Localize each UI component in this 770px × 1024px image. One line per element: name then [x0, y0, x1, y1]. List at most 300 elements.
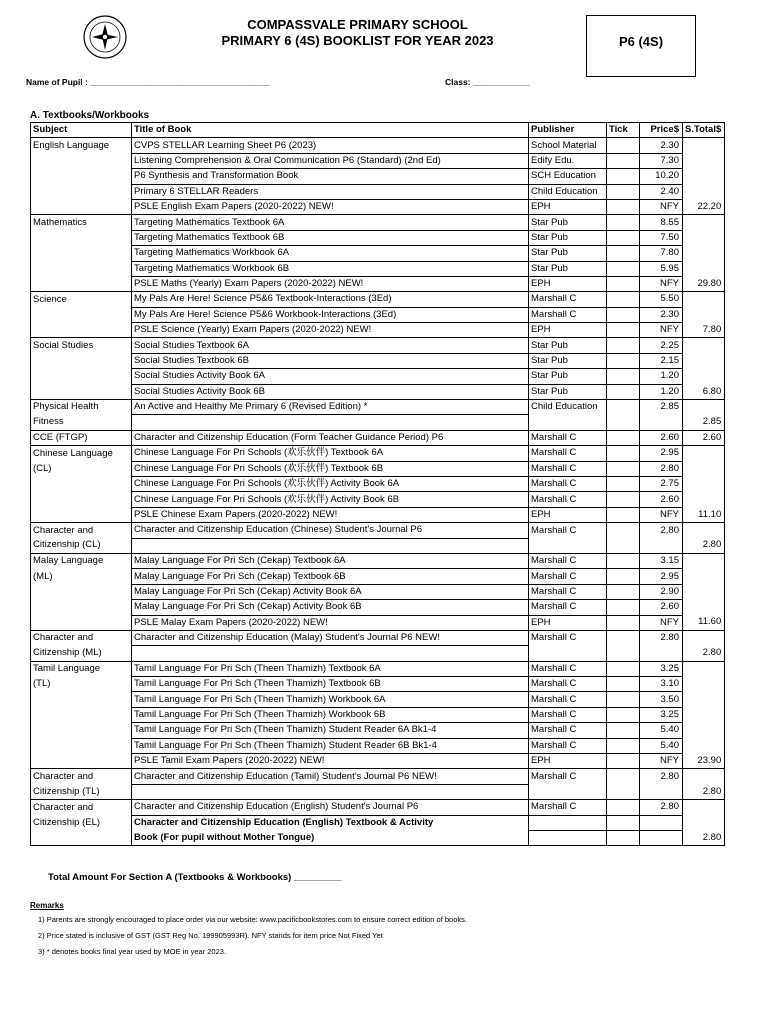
tick-cell[interactable]: [607, 661, 640, 676]
publisher-cell: Marshall C: [529, 769, 607, 784]
price-cell: 3.15: [640, 553, 683, 568]
subtotal-cell: 23.90: [683, 754, 725, 769]
subject-cell: [31, 615, 132, 630]
title-cell: Character and Citizenship Education (Form Teacher Guidance Period) P6: [132, 430, 529, 445]
price-cell: [640, 815, 683, 830]
subtotal-cell: [683, 476, 725, 491]
title-cell: Tamil Language For Pri Sch (Theen Thamizh) Textbook 6A: [132, 661, 529, 676]
booklist-title: PRIMARY 6 (4S) BOOKLIST FOR YEAR 2023: [221, 33, 494, 48]
subtotal-cell: [683, 153, 725, 168]
publisher-cell: [529, 784, 607, 799]
subject-cell: Citizenship (CL): [31, 538, 132, 553]
title-cell: [132, 784, 529, 799]
title-cell: Targeting Mathematics Textbook 6B: [132, 230, 529, 245]
pupil-name-field[interactable]: Name of Pupil : ______________________________________: [26, 77, 270, 87]
table-row: [31, 615, 725, 630]
subject-cell: Character and: [31, 769, 132, 784]
price-cell: 7.80: [640, 246, 683, 261]
table-row: [31, 769, 725, 784]
subject-cell: Tamil Language: [31, 661, 132, 676]
table-row: [31, 307, 725, 322]
booklist-table: [30, 122, 725, 846]
subject-cell: Malay Language: [31, 553, 132, 568]
publisher-cell: Edify Edu.: [529, 153, 607, 168]
publisher-cell: Marshall C: [529, 461, 607, 476]
title-cell: Tamil Language For Pri Sch (Theen Thamizh) Student Reader 6A Bk1-4: [132, 723, 529, 738]
table-row: [31, 169, 725, 184]
title-cell: [132, 538, 529, 553]
table-row: [31, 784, 725, 799]
tick-cell[interactable]: [607, 769, 640, 784]
school-crest-logo: [83, 15, 127, 59]
subject-cell: [31, 369, 132, 384]
title-cell: Malay Language For Pri Sch (Cekap) Activity Book 6B: [132, 600, 529, 615]
price-cell: 2.30: [640, 138, 683, 153]
price-cell: 2.60: [640, 492, 683, 507]
tick-cell[interactable]: [607, 353, 640, 368]
tick-cell[interactable]: [607, 507, 640, 522]
title-cell: PSLE Science (Yearly) Exam Papers (2020-2022) NEW!: [132, 323, 529, 338]
table-row: [31, 276, 725, 291]
subtotal-cell: 22.20: [683, 199, 725, 214]
table-row: [31, 754, 725, 769]
tick-cell[interactable]: [607, 707, 640, 722]
tick-cell[interactable]: [607, 754, 640, 769]
title-cell: My Pals Are Here! Science P5&6 Workbook-Interactions (3Ed): [132, 307, 529, 322]
subtotal-cell: 7.80: [683, 323, 725, 338]
tick-cell[interactable]: [607, 169, 640, 184]
table-row: [31, 199, 725, 214]
price-cell: 2.75: [640, 476, 683, 491]
table-row: [31, 353, 725, 368]
subtotal-cell: [683, 492, 725, 507]
publisher-cell: Marshall C: [529, 707, 607, 722]
table-row: [31, 184, 725, 199]
price-cell: 7.30: [640, 153, 683, 168]
subject-cell: [31, 276, 132, 291]
title-cell: Targeting Mathematics Textbook 6A: [132, 215, 529, 230]
subtotal-cell: [683, 738, 725, 753]
subject-cell: Character and: [31, 523, 132, 538]
subtotal-cell: [683, 769, 725, 784]
price-cell: 3.25: [640, 661, 683, 676]
subtotal-cell: 2.80: [683, 830, 725, 845]
publisher-cell: [529, 646, 607, 661]
title-cell: Character and Citizenship Education (English) Student's Journal P6: [132, 800, 529, 815]
price-cell: 5.95: [640, 261, 683, 276]
table-row: [31, 323, 725, 338]
title-cell: Malay Language For Pri Sch (Cekap) Textbook 6A: [132, 553, 529, 568]
tick-cell[interactable]: [607, 553, 640, 568]
subject-cell: [31, 600, 132, 615]
table-row: [31, 707, 725, 722]
price-cell: 2.30: [640, 307, 683, 322]
price-cell: NFY: [640, 507, 683, 522]
price-cell: 1.20: [640, 369, 683, 384]
remarks-heading: Remarks: [30, 901, 64, 910]
subtotal-cell: 2.85: [683, 415, 725, 430]
publisher-cell: Marshall C: [529, 492, 607, 507]
price-cell: NFY: [640, 754, 683, 769]
publisher-cell: SCH Education: [529, 169, 607, 184]
title-cell: PSLE Tamil Exam Papers (2020-2022) NEW!: [132, 754, 529, 769]
table-row: [31, 646, 725, 661]
title-cell: Chinese Language For Pri Schools (欢乐伙伴) Textbook 6B: [132, 461, 529, 476]
price-cell: [640, 830, 683, 845]
subject-cell: CCE (FTGP): [31, 430, 132, 445]
table-row: [31, 476, 725, 491]
subject-cell: Physical Health: [31, 400, 132, 415]
publisher-cell: Marshall C: [529, 569, 607, 584]
column-header: Publisher: [529, 123, 607, 138]
subject-cell: Mathematics: [31, 215, 132, 230]
tick-cell[interactable]: [607, 261, 640, 276]
table-row: [31, 569, 725, 584]
subtotal-cell: [683, 246, 725, 261]
tick-cell[interactable]: [607, 215, 640, 230]
price-cell: 10.20: [640, 169, 683, 184]
title-cell: PSLE Maths (Yearly) Exam Papers (2020-2022) NEW!: [132, 276, 529, 291]
tick-cell[interactable]: [607, 569, 640, 584]
table-row: [31, 230, 725, 245]
publisher-cell: Marshall C: [529, 584, 607, 599]
tick-cell[interactable]: [607, 600, 640, 615]
subject-cell: [31, 492, 132, 507]
publisher-cell: Star Pub: [529, 246, 607, 261]
price-cell: NFY: [640, 615, 683, 630]
class-code-box: P6 (4S): [586, 15, 696, 77]
title-cell: PSLE Chinese Exam Papers (2020-2022) NEW!: [132, 507, 529, 522]
subject-cell: [31, 476, 132, 491]
publisher-cell: Marshall C: [529, 307, 607, 322]
title-cell: Character and Citizenship Education (English) Textbook & Activity: [132, 815, 529, 830]
publisher-cell: Marshall C: [529, 553, 607, 568]
tick-cell[interactable]: [607, 677, 640, 692]
price-cell: 2.80: [640, 630, 683, 645]
publisher-cell: Marshall C: [529, 738, 607, 753]
subject-cell: [31, 307, 132, 322]
price-cell: 5.40: [640, 723, 683, 738]
tick-cell[interactable]: [607, 492, 640, 507]
title-cell: Tamil Language For Pri Sch (Theen Thamizh) Textbook 6B: [132, 677, 529, 692]
price-cell: 2.90: [640, 584, 683, 599]
subtotal-cell: [683, 630, 725, 645]
publisher-cell: Star Pub: [529, 230, 607, 245]
tick-cell[interactable]: [607, 523, 640, 538]
table-row: [31, 138, 725, 153]
table-row: [31, 692, 725, 707]
subtotal-cell: [683, 815, 725, 830]
table-row: [31, 584, 725, 599]
subtotal-cell: [683, 446, 725, 461]
tick-cell[interactable]: [607, 815, 640, 830]
tick-cell[interactable]: [607, 461, 640, 476]
price-cell: 8.55: [640, 215, 683, 230]
subtotal-cell: [683, 523, 725, 538]
subject-cell: [31, 707, 132, 722]
remark-item: 3) * denotes books final year used by MOE in year 2023.: [38, 947, 227, 956]
table-row: [31, 261, 725, 276]
subject-cell: (CL): [31, 461, 132, 476]
tick-cell[interactable]: [607, 584, 640, 599]
title-cell: Primary 6 STELLAR Readers: [132, 184, 529, 199]
tick-cell[interactable]: [607, 630, 640, 645]
subject-cell: (ML): [31, 569, 132, 584]
title-cell: An Active and Healthy Me Primary 6 (Revised Edition) *: [132, 400, 529, 415]
publisher-cell: Star Pub: [529, 353, 607, 368]
price-cell: [640, 415, 683, 430]
table-row: [31, 661, 725, 676]
column-header: Price$: [640, 123, 683, 138]
tick-cell[interactable]: [607, 323, 640, 338]
subject-cell: [31, 507, 132, 522]
section-a-heading: A. Textbooks/Workbooks: [30, 110, 150, 121]
publisher-cell: Star Pub: [529, 338, 607, 353]
title-cell: PSLE Malay Exam Papers (2020-2022) NEW!: [132, 615, 529, 630]
table-header-row: [31, 123, 725, 138]
subject-cell: Social Studies: [31, 338, 132, 353]
price-cell: 2.40: [640, 184, 683, 199]
title-cell: Malay Language For Pri Sch (Cekap) Activity Book 6A: [132, 584, 529, 599]
subtotal-cell: [683, 661, 725, 676]
publisher-cell: Marshall C: [529, 292, 607, 307]
subject-cell: [31, 323, 132, 338]
price-cell: 2.60: [640, 600, 683, 615]
table-row: [31, 492, 725, 507]
tick-cell[interactable]: [607, 230, 640, 245]
subject-cell: Fitness: [31, 415, 132, 430]
publisher-cell: Marshall C: [529, 692, 607, 707]
tick-cell[interactable]: [607, 784, 640, 799]
tick-cell[interactable]: [607, 246, 640, 261]
title-cell: CVPS STELLAR Learning Sheet P6 (2023): [132, 138, 529, 153]
table-row: [31, 738, 725, 753]
publisher-cell: Star Pub: [529, 261, 607, 276]
column-header: Subject: [31, 123, 132, 138]
remark-item: 1) Parents are strongly encouraged to place order via our website: www.pacificbookstores.com to ensure correct edition of books.: [38, 915, 467, 924]
publisher-cell: EPH: [529, 754, 607, 769]
subject-cell: [31, 153, 132, 168]
price-cell: [640, 784, 683, 799]
subtotal-cell: 2.80: [683, 646, 725, 661]
price-cell: 3.10: [640, 677, 683, 692]
tick-cell[interactable]: [607, 292, 640, 307]
tick-cell[interactable]: [607, 199, 640, 214]
price-cell: 1.20: [640, 384, 683, 399]
subtotal-cell: 2.60: [683, 430, 725, 445]
price-cell: 3.25: [640, 707, 683, 722]
title-cell: Tamil Language For Pri Sch (Theen Thamizh) Student Reader 6B Bk1-4: [132, 738, 529, 753]
table-row: [31, 538, 725, 553]
price-cell: NFY: [640, 323, 683, 338]
publisher-cell: EPH: [529, 276, 607, 291]
table-row: [31, 677, 725, 692]
subtotal-cell: 11.60: [683, 615, 725, 630]
subject-cell: [31, 353, 132, 368]
table-row: [31, 815, 725, 830]
subject-cell: [31, 169, 132, 184]
price-cell: 2.80: [640, 523, 683, 538]
title-cell: Tamil Language For Pri Sch (Theen Thamizh) Workbook 6B: [132, 707, 529, 722]
table-row: [31, 723, 725, 738]
subtotal-cell: [683, 569, 725, 584]
price-cell: 2.80: [640, 769, 683, 784]
title-cell: Malay Language For Pri Sch (Cekap) Textbook 6B: [132, 569, 529, 584]
publisher-cell: EPH: [529, 323, 607, 338]
subtotal-cell: [683, 292, 725, 307]
table-row: [31, 369, 725, 384]
publisher-cell: EPH: [529, 507, 607, 522]
price-cell: [640, 646, 683, 661]
tick-cell[interactable]: [607, 138, 640, 153]
subject-cell: [31, 199, 132, 214]
title-cell: Targeting Mathematics Workbook 6B: [132, 261, 529, 276]
table-row: [31, 553, 725, 568]
subject-cell: Citizenship (ML): [31, 646, 132, 661]
publisher-cell: Star Pub: [529, 369, 607, 384]
subject-cell: Chinese Language: [31, 446, 132, 461]
publisher-cell: Marshall C: [529, 430, 607, 445]
subject-cell: Citizenship (EL): [31, 815, 132, 830]
price-cell: 2.80: [640, 800, 683, 815]
subject-cell: English Language: [31, 138, 132, 153]
price-cell: 2.95: [640, 569, 683, 584]
title-cell: Character and Citizenship Education (Tamil) Student's Journal P6 NEW!: [132, 769, 529, 784]
subtotal-cell: 11.10: [683, 507, 725, 522]
tick-cell[interactable]: [607, 153, 640, 168]
column-header: Tick: [607, 123, 640, 138]
price-cell: 2.85: [640, 400, 683, 415]
subject-cell: [31, 261, 132, 276]
publisher-cell: EPH: [529, 199, 607, 214]
publisher-cell: [529, 830, 607, 845]
publisher-cell: Child Education: [529, 400, 607, 415]
price-cell: 2.15: [640, 353, 683, 368]
tick-cell[interactable]: [607, 738, 640, 753]
column-header: S.Total$: [683, 123, 725, 138]
publisher-cell: Child Education: [529, 184, 607, 199]
subject-cell: [31, 738, 132, 753]
publisher-cell: Marshall C: [529, 800, 607, 815]
publisher-cell: [529, 815, 607, 830]
publisher-cell: Marshall C: [529, 723, 607, 738]
subtotal-cell: [683, 677, 725, 692]
table-row: [31, 600, 725, 615]
price-cell: 3.50: [640, 692, 683, 707]
table-row: [31, 461, 725, 476]
table-row: [31, 430, 725, 445]
publisher-cell: Marshall C: [529, 600, 607, 615]
price-cell: 2.60: [640, 430, 683, 445]
column-header: Title of Book: [132, 123, 529, 138]
subtotal-cell: [683, 600, 725, 615]
table-row: [31, 246, 725, 261]
tick-cell[interactable]: [607, 415, 640, 430]
publisher-cell: [529, 415, 607, 430]
subject-cell: [31, 384, 132, 399]
subject-cell: [31, 692, 132, 707]
tick-cell[interactable]: [607, 384, 640, 399]
tick-cell[interactable]: [607, 184, 640, 199]
title-cell: Character and Citizenship Education (Malay) Student's Journal P6 NEW!: [132, 630, 529, 645]
price-cell: 5.50: [640, 292, 683, 307]
price-cell: 2.25: [640, 338, 683, 353]
subtotal-cell: [683, 800, 725, 815]
price-cell: 2.95: [640, 446, 683, 461]
table-row: [31, 446, 725, 461]
table-row: [31, 507, 725, 522]
subtotal-cell: [683, 169, 725, 184]
section-a-total[interactable]: Total Amount For Section A (Textbooks & Workbooks) _________: [48, 872, 342, 883]
publisher-cell: [529, 538, 607, 553]
table-row: [31, 400, 725, 415]
tick-cell[interactable]: [607, 369, 640, 384]
subtotal-cell: [683, 338, 725, 353]
subject-cell: Citizenship (TL): [31, 784, 132, 799]
subtotal-cell: [683, 215, 725, 230]
subtotal-cell: [683, 184, 725, 199]
tick-cell[interactable]: [607, 723, 640, 738]
class-field[interactable]: Class: ____________: [445, 77, 530, 87]
table-row: [31, 830, 725, 845]
table-row: [31, 338, 725, 353]
title-cell: Listening Comprehension & Oral Communication P6 (Standard) (2nd Ed): [132, 153, 529, 168]
table-row: [31, 153, 725, 168]
publisher-cell: Marshall C: [529, 677, 607, 692]
subtotal-cell: [683, 707, 725, 722]
title-cell: Character and Citizenship Education (Chinese) Student's Journal P6: [132, 523, 529, 538]
tick-cell[interactable]: [607, 276, 640, 291]
tick-cell[interactable]: [607, 800, 640, 815]
subtotal-cell: [683, 230, 725, 245]
title-cell: Book (For pupil without Mother Tongue): [132, 830, 529, 845]
remark-item: 2) Price stated is inclusive of GST (GST Reg No. 199905993R). NFY stands for item price Not Fixed Yet: [38, 931, 383, 940]
table-row: [31, 215, 725, 230]
tick-cell[interactable]: [607, 307, 640, 322]
tick-cell[interactable]: [607, 476, 640, 491]
tick-cell[interactable]: [607, 430, 640, 445]
publisher-cell: Marshall C: [529, 630, 607, 645]
price-cell: 5.40: [640, 738, 683, 753]
tick-cell[interactable]: [607, 646, 640, 661]
table-row: [31, 415, 725, 430]
publisher-cell: School Material: [529, 138, 607, 153]
tick-cell[interactable]: [607, 400, 640, 415]
subject-cell: (TL): [31, 677, 132, 692]
subject-cell: [31, 723, 132, 738]
school-name: COMPASSVALE PRIMARY SCHOOL: [247, 17, 468, 32]
tick-cell[interactable]: [607, 692, 640, 707]
table-row: [31, 630, 725, 645]
subtotal-cell: [683, 369, 725, 384]
title-cell: Social Studies Textbook 6A: [132, 338, 529, 353]
publisher-cell: EPH: [529, 615, 607, 630]
price-cell: 7.50: [640, 230, 683, 245]
tick-cell[interactable]: [607, 830, 640, 845]
title-cell: Social Studies Textbook 6B: [132, 353, 529, 368]
tick-cell[interactable]: [607, 538, 640, 553]
price-cell: NFY: [640, 276, 683, 291]
subject-cell: [31, 246, 132, 261]
tick-cell[interactable]: [607, 338, 640, 353]
tick-cell[interactable]: [607, 446, 640, 461]
tick-cell[interactable]: [607, 615, 640, 630]
price-cell: [640, 538, 683, 553]
subtotal-cell: [683, 584, 725, 599]
subject-cell: [31, 754, 132, 769]
publisher-cell: Marshall C: [529, 661, 607, 676]
table-row: [31, 800, 725, 815]
